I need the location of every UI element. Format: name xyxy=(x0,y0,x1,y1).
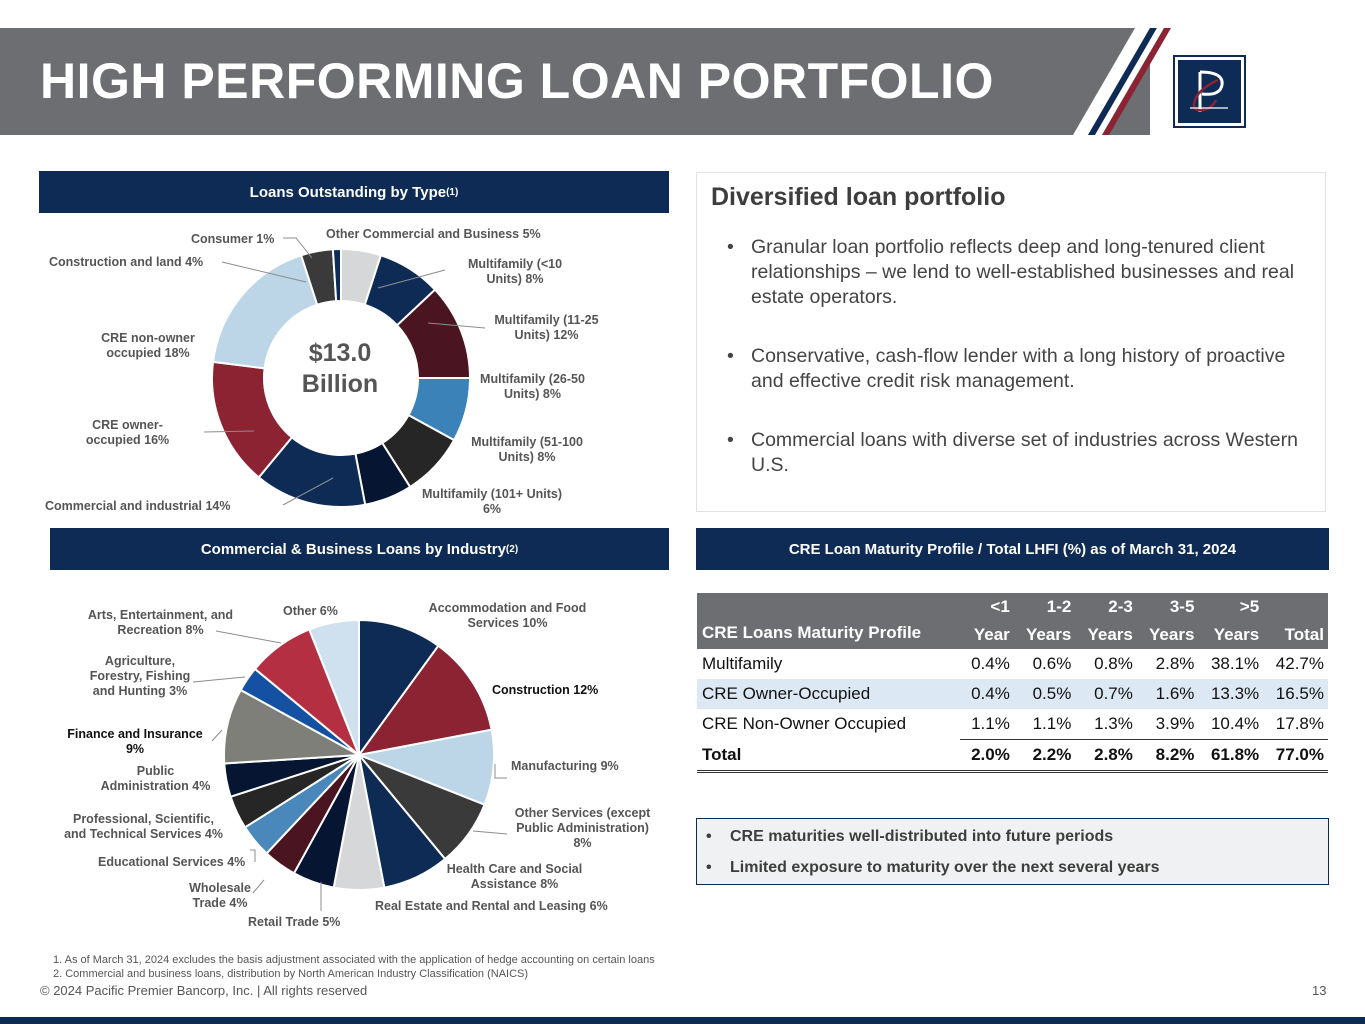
label-construction-land: Construction and land 4% xyxy=(49,255,204,269)
industry-heading: Commercial & Business Loans by Industry (2) xyxy=(50,528,669,570)
footnote: 2. Commercial and business loans, distribution by North American Industry Classification (NAICS) xyxy=(53,968,529,980)
label-accommodation: Accommodation and Food Services 10% xyxy=(428,601,587,630)
page-number: 13 xyxy=(1312,983,1327,998)
label-other-commercial: Other Commercial and Business 5% xyxy=(326,227,541,241)
diversified-bullet: • Granular loan portfolio reflects deep and long-tenured client relationships – we lend to well-established businesses and real estate operators. xyxy=(727,235,1307,310)
bottom-bar xyxy=(0,1017,1365,1024)
label-professional: Professional, Scientific, and Technical Services 4% xyxy=(64,812,223,841)
label-real-estate: Real Estate and Rental and Leasing 6% xyxy=(375,899,608,913)
col-header-top: 1-2 xyxy=(1014,593,1076,621)
col-header: Year xyxy=(960,621,1014,649)
label-mf-lt10: Multifamily (<10 Units) 8% xyxy=(467,257,563,286)
col-header: Years xyxy=(1075,621,1137,649)
label-consumer: Consumer 1% xyxy=(191,232,275,246)
label-commercial-industrial: Commercial and industrial 14% xyxy=(45,499,231,513)
leader-line xyxy=(193,677,245,682)
label-manufacturing: Manufacturing 9% xyxy=(511,759,619,773)
callout-bullet: • Limited exposure to maturity over the next several years xyxy=(730,859,1160,877)
leader-line xyxy=(495,764,507,778)
label-agriculture: Agriculture, Forestry, Fishing and Hunting 3% xyxy=(89,654,191,698)
loans-total-value: $13.0 Billion xyxy=(301,339,379,398)
col-header: Years xyxy=(1198,621,1263,649)
col-header: Total xyxy=(1263,621,1328,649)
col-header-top xyxy=(1263,593,1328,621)
leader-line xyxy=(250,850,255,862)
col-header-top: 2-3 xyxy=(1075,593,1137,621)
col-header: Years xyxy=(1014,621,1076,649)
diversified-bullet: • Conservative, cash-flow lender with a long history of proactive and effective credit risk management. xyxy=(727,344,1307,394)
label-public-admin: Public Administration 4% xyxy=(100,764,211,793)
diversified-bullet: • Commercial loans with diverse set of industries across Western U.S. xyxy=(727,428,1307,478)
leader-line xyxy=(212,730,222,741)
label-other-services: Other Services (except Public Administration) 8% xyxy=(514,806,651,850)
label-educational: Educational Services 4% xyxy=(98,855,246,869)
label-arts: Arts, Entertainment, and Recreation 8% xyxy=(87,608,234,637)
label-finance: Finance and Insurance 9% xyxy=(67,727,203,756)
table-row: Multifamily 0.4% 0.6% 0.8% 2.8% 38.1% 42.7% xyxy=(702,654,1324,673)
label-mf-26-50: Multifamily (26-50 Units) 8% xyxy=(480,372,585,401)
table-row: CRE Non-Owner Occupied 1.1% 1.1% 1.3% 3.9% 10.4% 17.8% xyxy=(697,709,1328,740)
label-construction: Construction 12% xyxy=(492,683,599,697)
label-wholesale: Wholesale Trade 4% xyxy=(189,881,251,910)
label-other: Other 6% xyxy=(283,604,338,618)
maturity-callout xyxy=(696,818,1329,885)
diversified-portfolio-box xyxy=(696,172,1326,512)
label-retail-trade: Retail Trade 5% xyxy=(248,915,341,929)
callout-bullet: • CRE maturities well-distributed into future periods xyxy=(730,828,1113,846)
label-cre-owner: CRE owner- occupied 16% xyxy=(85,418,170,447)
loans-by-type-heading: Loans Outstanding by Type (1) xyxy=(39,171,669,213)
maturity-col-header: CRE Loans Maturity Profile xyxy=(697,593,960,649)
label-mf-51-100: Multifamily (51-100 Units) 8% xyxy=(471,435,583,464)
diversified-title: Diversified loan portfolio xyxy=(711,183,1006,211)
table-row: CRE Owner-Occupied 0.4% 0.5% 0.7% 1.6% 13.3% 16.5% xyxy=(697,679,1328,709)
maturity-table xyxy=(697,593,1328,773)
label-health-care: Health Care and Social Assistance 8% xyxy=(446,862,583,891)
col-header-top: 3-5 xyxy=(1137,593,1199,621)
col-header-top: >5 xyxy=(1198,593,1263,621)
label-mf-11-25: Multifamily (11-25 Units) 12% xyxy=(494,313,599,342)
label-cre-non-owner: CRE non-owner occupied 18% xyxy=(101,331,195,360)
page-title: HIGH PERFORMING LOAN PORTFOLIO xyxy=(40,53,994,109)
table-row-total: Total 2.0% 2.2% 2.8% 8.2% 61.8% 77.0% xyxy=(697,740,1328,772)
col-header: Years xyxy=(1137,621,1199,649)
leader-line xyxy=(473,831,507,834)
maturity-heading: CRE Loan Maturity Profile / Total LHFI (%) as of March 31, 2024 xyxy=(696,528,1329,570)
col-header-top: <1 xyxy=(960,593,1014,621)
footnote: 1. As of March 31, 2024 excludes the basis adjustment associated with the application of hedge accounting on certain loans xyxy=(53,954,655,966)
label-mf-101: Multifamily (101+ Units) 6% xyxy=(422,487,562,516)
copyright: © 2024 Pacific Premier Bancorp, Inc. | All rights reserved xyxy=(40,983,368,998)
